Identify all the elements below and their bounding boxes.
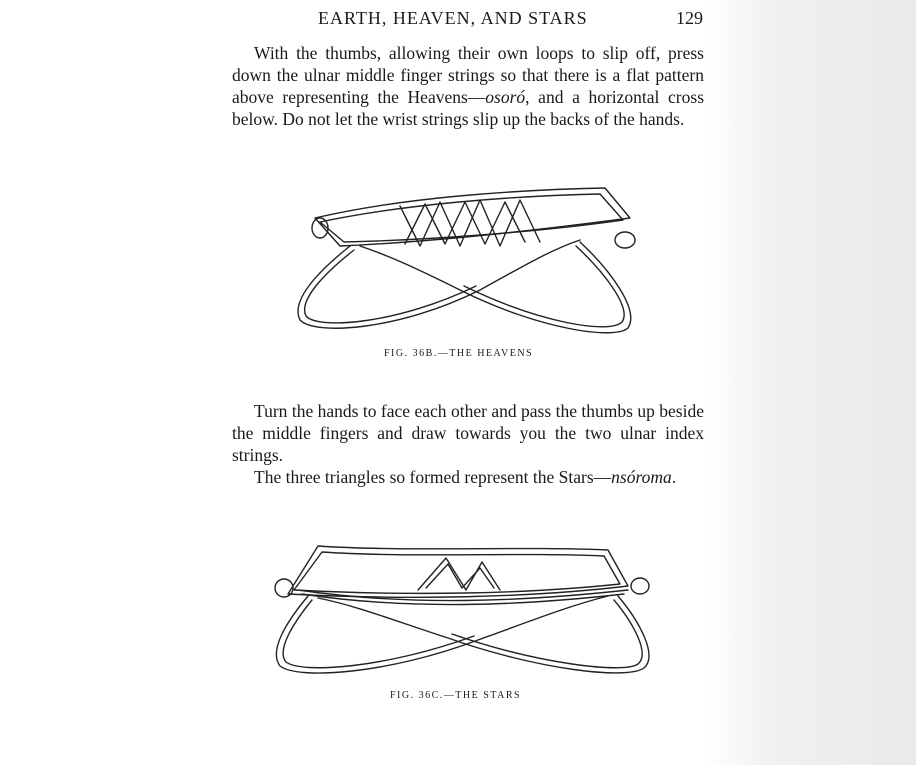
- figure-36c-string-figure: [268, 540, 658, 680]
- paragraph-1: [232, 42, 704, 130]
- paragraph-2-text: Turn the hands to face each other and pass the thumbs up beside the middle fingers and draw towards you the two ulnar index strings.: [232, 401, 704, 465]
- paragraph-1-end: , and a horizontal cross below. Do not let the wrist strings slip up the backs of the hands.: [232, 87, 705, 129]
- running-title: EARTH, HEAVEN, AND STARS: [318, 8, 588, 28]
- term-nsoroma: nsóroma: [611, 467, 672, 487]
- stars-upper-frame: [288, 546, 628, 597]
- heavens-left-loop: [312, 218, 328, 238]
- stars-cross-left-inner: [283, 600, 474, 668]
- stars-right-loop: [631, 578, 649, 594]
- paragraph-2-block: [232, 400, 704, 488]
- page-header: [0, 8, 916, 32]
- heavens-right-loop: [615, 232, 635, 248]
- paragraph-3-end: .: [671, 467, 677, 487]
- stars-left-loop: [275, 579, 293, 597]
- paragraph-1-main: With the thumbs, allowing their own loops to slip off, press down the ulnar middle finger strings so that there is a flat pattern above representing the Heavens—: [232, 43, 704, 107]
- stars-cross-right: [318, 596, 649, 673]
- stars-triangles-inner: [426, 564, 494, 588]
- figure-36b-string-figure: [280, 180, 650, 340]
- heavens-cross-right-inner: [464, 246, 624, 327]
- term-osoro: osoró: [485, 87, 526, 107]
- paragraph-1-text: [232, 42, 704, 130]
- stars-triangles: [418, 558, 500, 590]
- page-edge-shadow: [705, 0, 916, 765]
- paragraph-3-main: The three triangles so formed represent the Stars—: [254, 467, 612, 487]
- stars-cross-right-inner: [452, 600, 642, 668]
- figure-36c-caption: FIG. 36C.—THE STARS: [390, 690, 522, 701]
- stars-upper-frame-inner: [294, 552, 620, 593]
- figure-36b-caption: FIG. 36B.—THE HEAVENS: [384, 348, 534, 359]
- page-number: 129: [676, 8, 703, 28]
- heavens-cross-left-inner: [305, 250, 476, 323]
- paragraph-3-text: [232, 466, 704, 488]
